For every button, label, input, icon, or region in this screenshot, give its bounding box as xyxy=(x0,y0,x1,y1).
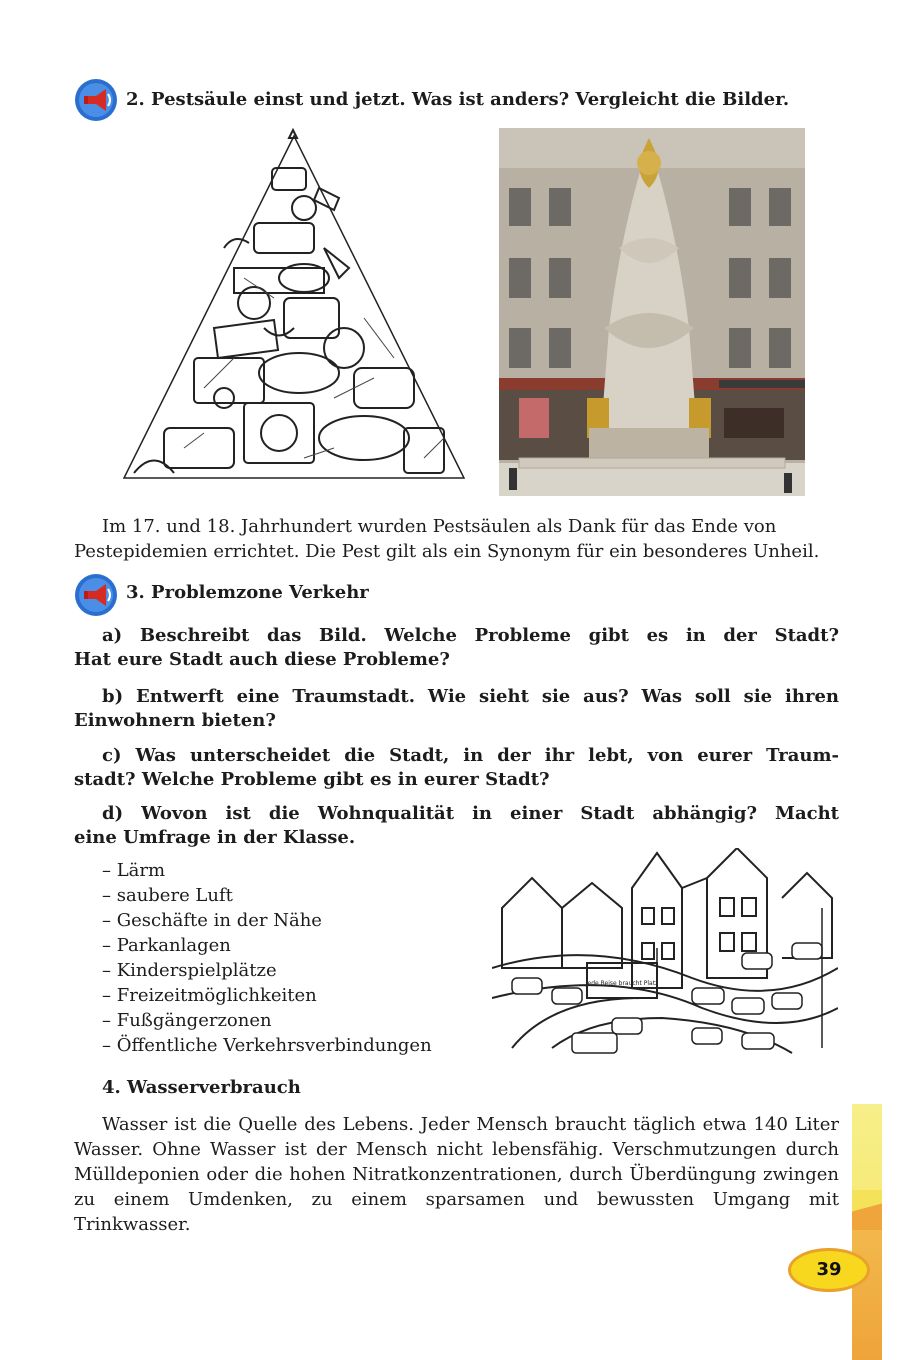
task-d-line-2: eine Umfrage in der Klasse. xyxy=(74,827,356,848)
list-item: – Kinderspielplätze xyxy=(102,960,277,981)
task-d-line-1: d) Wovon ist die Wohnqualität in einer Stadt abhängig? Macht xyxy=(102,803,839,824)
task-d xyxy=(74,802,839,850)
traffic-city-illustration xyxy=(492,848,838,1058)
intro-line-1: Im 17. und 18. Jahrhundert wurden Pestsäulen als Dank für das Ende von xyxy=(102,516,777,537)
list-item: – Parkanlagen xyxy=(102,935,231,956)
side-bar-decoration-dark xyxy=(852,1230,882,1360)
task-a-line-2: Hat eure Stadt auch diese Probleme? xyxy=(74,649,450,670)
task-b xyxy=(74,685,839,733)
task-c-line-2: stadt? Welche Probleme gibt es in eurer Stadt? xyxy=(74,769,550,790)
section-4-heading: 4. Wasserverbrauch xyxy=(102,1077,301,1098)
section-4-paragraph: Wasser ist die Quelle des Lebens. Jeder Mensch braucht täglich etwa 140 Liter Wasser. Ohne Wasser ist der Mensch nicht lebensfähig. Verschmutzungen durch Mülldeponien oder die hohen Nitratkonzentrationen, durch Überdüngung zwingen zu einem Umdenken, zu einem sparsamen und bewussten Umgang mit Trinkwasser. xyxy=(74,1114,839,1235)
task-a xyxy=(74,624,839,672)
page-number: 39 xyxy=(788,1248,870,1292)
street-sign-text: Jede Reise braucht Platz xyxy=(585,980,659,987)
megaphone-icon xyxy=(74,573,118,617)
intro-line-2: Pestepidemien errichtet. Die Pest gilt als ein Synonym für ein besonderes Unheil. xyxy=(74,541,820,562)
list-item: – Geschäfte in der Nähe xyxy=(102,910,322,931)
task-a-line-1: a) Beschreibt das Bild. Welche Probleme gibt es in der Stadt? xyxy=(102,625,839,646)
task-c-line-1: c) Was unterscheidet die Stadt, in der ihr lebt, von eurer Traum- xyxy=(102,745,839,766)
section-3-heading: 3. Problemzone Verkehr xyxy=(126,582,369,603)
list-item: – Fußgängerzonen xyxy=(102,1010,272,1031)
section-2-heading: 2. Pestsäule einst und jetzt. Was ist anders? Vergleicht die Bilder. xyxy=(126,89,790,110)
list-item: – Öffentliche Verkehrsverbindungen xyxy=(102,1035,432,1056)
task-b-line-1: b) Entwerft eine Traumstadt. Wie sieht sie aus? Was soll sie ihren xyxy=(102,686,839,707)
quality-list xyxy=(102,858,432,1058)
side-bar-wedge xyxy=(852,1190,882,1235)
junk-pyramid-illustration xyxy=(104,128,484,498)
list-item: – Freizeitmöglichkeiten xyxy=(102,985,317,1006)
list-item: – saubere Luft xyxy=(102,885,233,906)
task-b-line-2: Einwohnern bieten? xyxy=(74,710,276,731)
task-c xyxy=(74,744,839,792)
megaphone-icon xyxy=(74,78,118,122)
list-item: – Lärm xyxy=(102,860,166,881)
plague-column-photo xyxy=(499,128,805,496)
